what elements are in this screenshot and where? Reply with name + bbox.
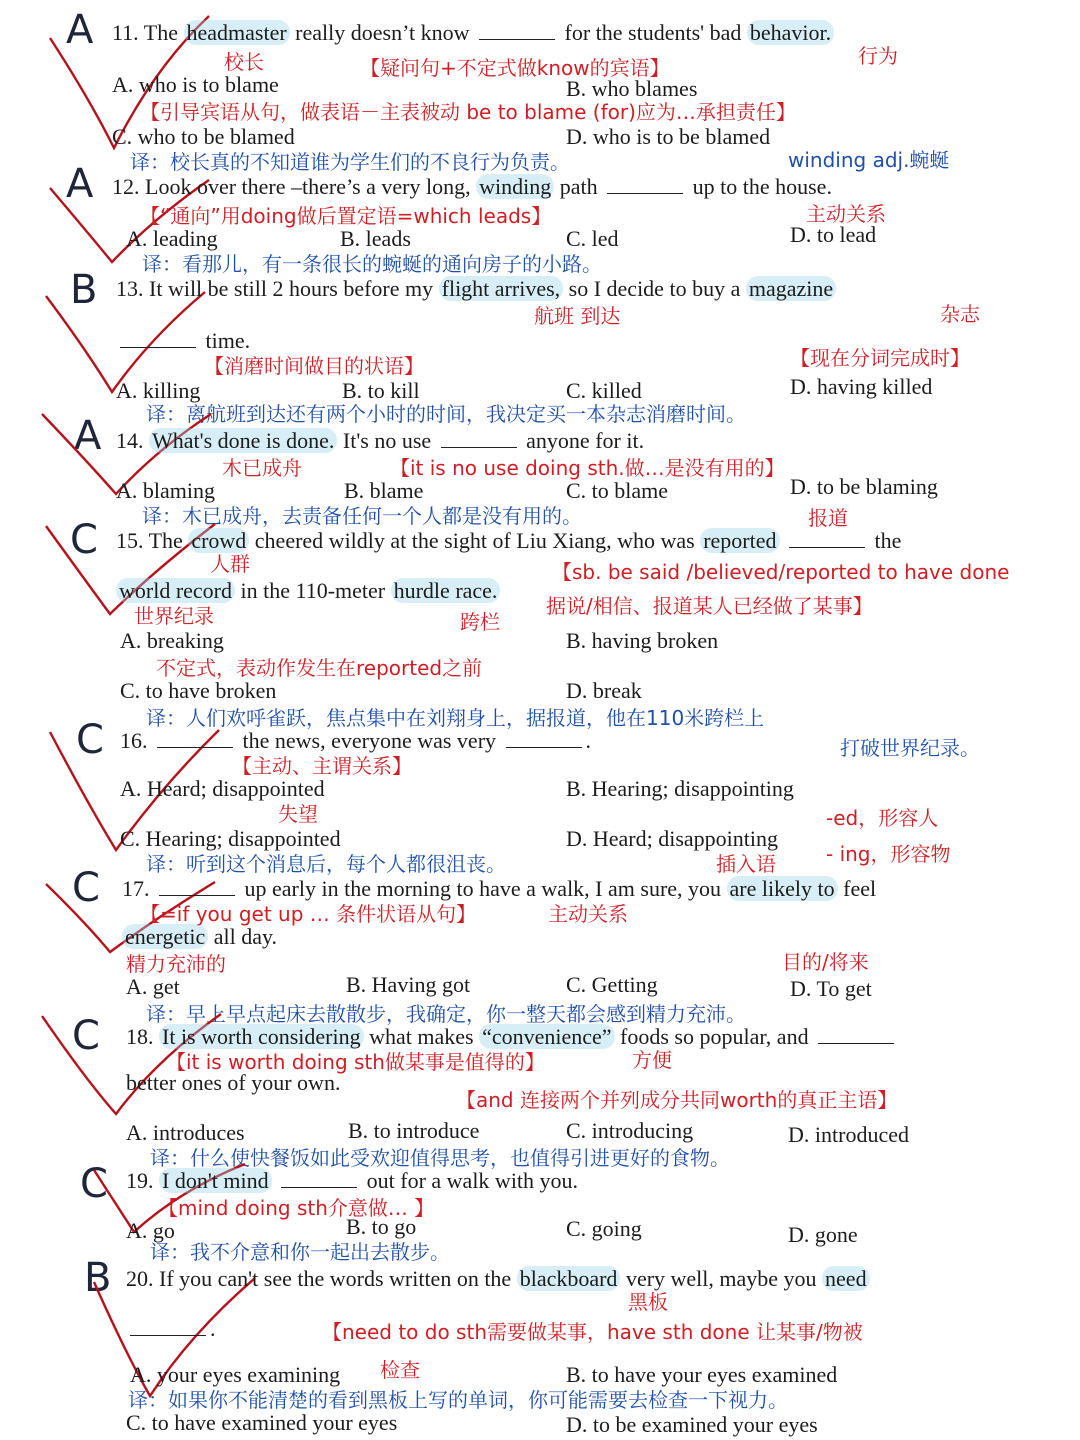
vocab-note: 行为 xyxy=(858,44,898,68)
grammar-note: 【消磨时间做目的状语】 xyxy=(204,354,424,378)
question-text: path xyxy=(554,174,604,199)
translation-note: 译：离航班到达还有两个小时的时间，我决定买一本杂志消磨时间。 xyxy=(146,402,746,426)
question-text xyxy=(272,1168,278,1193)
vocab-note: 检查 xyxy=(380,1358,420,1382)
highlighted-word: are likely to xyxy=(727,876,838,901)
question-text: up early in the morning to have a walk, I am sure, you xyxy=(239,876,727,901)
grammar-note: 【sb. be said /believed/reported to have done xyxy=(552,560,1010,584)
highlighted-word: winding xyxy=(476,174,554,199)
question-text: better ones of your own. xyxy=(126,1070,341,1095)
question-text: foods so popular, and xyxy=(614,1024,815,1049)
answer-blank xyxy=(789,529,865,548)
question-text: cheered wildly at the sight of Liu Xiang, who was xyxy=(249,528,701,553)
question-text: 18. xyxy=(126,1024,159,1049)
highlighted-word: headmaster xyxy=(184,20,290,45)
question-text xyxy=(780,528,786,553)
option-a[interactable]: A. blaming xyxy=(116,478,215,503)
option-a[interactable]: A. Heard; disappointed xyxy=(120,776,325,801)
question-text: 19. xyxy=(126,1168,159,1193)
option-c[interactable]: C. Getting xyxy=(566,972,658,997)
answer-blank xyxy=(818,1025,894,1044)
option-c[interactable]: C. introducing xyxy=(566,1118,694,1143)
question-line xyxy=(126,1024,898,1050)
answer-blank xyxy=(506,729,582,748)
question-line xyxy=(112,20,834,46)
grammar-note: 【“通向”用doing做后置定语=which leads】 xyxy=(140,204,552,228)
vocab-note: 跨栏 xyxy=(460,610,500,634)
highlighted-word: hurdle race. xyxy=(391,578,501,603)
option-b[interactable]: B. blame xyxy=(344,478,424,503)
question-line xyxy=(112,174,832,200)
option-a[interactable]: A. who is to blame xyxy=(112,72,279,97)
option-b[interactable]: B. to have your eyes examined xyxy=(566,1362,838,1387)
question-line xyxy=(126,1316,216,1342)
answer-letter: A xyxy=(66,7,94,53)
option-d[interactable]: D. To get xyxy=(790,976,872,1001)
vocab-note: 报道 xyxy=(808,506,848,530)
question-text: anyone for it. xyxy=(520,428,645,453)
option-d[interactable]: D. to be examined your eyes xyxy=(566,1412,818,1437)
answer-letter: C xyxy=(72,865,100,911)
option-d[interactable]: D. introduced xyxy=(788,1122,909,1147)
highlighted-word: “convenience” xyxy=(479,1024,614,1049)
question-text: . xyxy=(210,1316,216,1341)
option-c[interactable]: C. going xyxy=(566,1216,642,1241)
vocab-note: 杂志 xyxy=(940,302,980,326)
question-text: really doesn’t know xyxy=(289,20,476,45)
question-text: time. xyxy=(200,328,251,353)
option-d[interactable]: D. to be blaming xyxy=(790,474,938,499)
answer-letter: B xyxy=(70,267,98,313)
option-b[interactable]: B. to introduce xyxy=(348,1118,480,1143)
grammar-note: 【mind doing sth介意做… 】 xyxy=(158,1196,435,1220)
answer-letter: B xyxy=(84,1255,112,1301)
answer-letter: C xyxy=(70,517,98,563)
highlighted-word: blackboard xyxy=(517,1266,621,1291)
highlighted-word: reported xyxy=(700,528,779,553)
question-text: . xyxy=(585,728,592,753)
question-text: 14. xyxy=(116,428,149,453)
highlighted-word: crowd xyxy=(188,528,249,553)
vocab-note: 精力充沛的 xyxy=(126,952,226,976)
option-c[interactable]: C. killed xyxy=(566,378,642,403)
translation-note: 译：校长真的不知道谁为学生们的不良行为负责。 xyxy=(130,150,570,174)
question-text: so I decide to buy a xyxy=(563,276,746,301)
highlighted-word: magazine xyxy=(746,276,836,301)
question-line xyxy=(126,1266,870,1292)
option-d[interactable]: D. having killed xyxy=(790,374,933,399)
question-text: 15. The xyxy=(116,528,189,553)
question-text: very well, maybe you xyxy=(620,1266,823,1291)
vocab-note: 黑板 xyxy=(628,1290,668,1314)
answer-blank xyxy=(120,329,196,348)
answer-blank xyxy=(157,729,233,748)
question-line xyxy=(122,924,277,950)
grammar-note: 不定式，表动作发生在reported之前 xyxy=(156,656,483,680)
option-b[interactable]: B. having broken xyxy=(566,628,719,653)
vocab-note: - ing，形容物 xyxy=(826,842,951,866)
translation-note: 译：木已成舟，去责备任何一个人都是没有用的。 xyxy=(142,504,582,528)
vocab-note: 目的/将来 xyxy=(782,950,869,974)
answer-blank xyxy=(281,1169,357,1188)
grammar-note: 【=if you get up … 条件状语从句】 xyxy=(140,902,477,926)
question-line xyxy=(120,728,591,754)
question-text: up to the house. xyxy=(687,174,832,199)
highlighted-word: behavior. xyxy=(747,20,834,45)
vocab-note: -ed，形容人 xyxy=(826,806,939,830)
option-c[interactable]: C. to have broken xyxy=(120,678,277,703)
option-c[interactable]: C. led xyxy=(566,226,619,251)
option-a[interactable]: A. leading xyxy=(126,226,218,251)
highlighted-word: What's done is done. xyxy=(149,428,337,453)
vocab-note: 航班 到达 xyxy=(534,304,621,328)
grammar-note: 【引导宾语从句，做表语－主表被动 be to blame (for)应为…承担责任】 xyxy=(140,100,796,124)
question-text: in the 110-meter xyxy=(235,578,391,603)
question-text: 17. xyxy=(122,876,155,901)
option-b[interactable]: B. Having got xyxy=(346,972,471,997)
translation-note: 译：人们欢呼雀跃，焦点集中在刘翔身上，据报道，他在110米跨栏上 xyxy=(146,706,765,730)
question-text: feel xyxy=(837,876,877,901)
question-text: for the students' bad xyxy=(559,20,747,45)
question-text: the news, everyone was very xyxy=(237,728,502,753)
translation-note: 译：早上早点起床去散散步，我确定，你一整天都会感到精力充沛。 xyxy=(146,1002,746,1026)
question-text: the xyxy=(869,528,902,553)
question-text: It's no use xyxy=(337,428,437,453)
grammar-note: 【疑问句+不定式做know的宾语】 xyxy=(360,56,670,80)
highlighted-word: energetic xyxy=(122,924,208,949)
option-c[interactable]: C. to have examined your eyes xyxy=(126,1410,398,1435)
vocab-note: 主动关系 xyxy=(806,202,886,226)
question-text: all day. xyxy=(208,924,278,949)
vocab-note: 主动关系 xyxy=(548,902,628,926)
option-a[interactable]: A. your eyes examining xyxy=(130,1362,341,1387)
highlighted-word: I don't mind xyxy=(159,1168,272,1193)
answer-letter: A xyxy=(74,413,102,459)
option-c[interactable]: C. Hearing; disappointed xyxy=(120,826,341,851)
option-b[interactable]: B. leads xyxy=(340,226,411,251)
grammar-note: 【and 连接两个并列成分共同worth的真正主语】 xyxy=(456,1088,898,1112)
vocab-note: 方便 xyxy=(632,1048,672,1072)
option-b[interactable]: B. who blames xyxy=(566,76,698,101)
option-d[interactable]: D. who is to be blamed xyxy=(566,124,771,149)
option-a[interactable]: A. breaking xyxy=(120,628,224,653)
question-line xyxy=(116,428,644,454)
translation-note: 译：如果你不能清楚的看到黑板上写的单词，你可能需要去检查一下视力。 xyxy=(128,1388,788,1412)
option-a[interactable]: A. killing xyxy=(116,378,201,403)
highlighted-word: flight arrives, xyxy=(439,276,564,301)
question-text: 12. Look over there –there’s a very long, xyxy=(112,174,477,199)
highlighted-word: It is worth considering xyxy=(159,1024,364,1049)
vocab-note: 世界纪录 xyxy=(134,604,214,628)
question-text: 13. It will be still 2 hours before my xyxy=(116,276,439,301)
grammar-note: 【主动、主谓关系】 xyxy=(232,754,412,778)
question-text: what makes xyxy=(363,1024,480,1049)
question-line xyxy=(126,1070,340,1096)
answer-blank xyxy=(159,877,235,896)
translation-note: 译：听到这个消息后，每个人都很沮丧。 xyxy=(146,852,506,876)
option-a[interactable]: A. go xyxy=(126,1218,175,1243)
option-b[interactable]: B. to go xyxy=(346,1214,417,1239)
answer-blank xyxy=(441,429,517,448)
question-text: 11. The xyxy=(112,20,184,45)
translation-note: 打破世界纪录。 xyxy=(840,736,980,760)
vocab-note: 人群 xyxy=(210,552,250,576)
answer-letter: C xyxy=(72,1013,100,1059)
answer-blank xyxy=(479,21,555,40)
highlighted-word: need xyxy=(822,1266,870,1291)
answer-blank xyxy=(130,1317,206,1336)
question-text: 20. If you can't see the words written on the xyxy=(126,1266,517,1291)
vocab-note: 失望 xyxy=(278,802,318,826)
question-line xyxy=(122,876,876,902)
vocab-note: winding adj.蜿蜒 xyxy=(788,148,950,172)
question-text: out for a walk with you. xyxy=(361,1168,579,1193)
option-d[interactable]: D. break xyxy=(566,678,642,703)
vocab-note: 木已成舟 xyxy=(222,456,302,480)
option-a[interactable]: A. introduces xyxy=(126,1120,245,1145)
option-c[interactable]: C. who to be blamed xyxy=(112,124,295,149)
answer-letter: C xyxy=(76,717,104,763)
option-d[interactable]: D. gone xyxy=(788,1222,858,1247)
answer-letter: A xyxy=(66,161,94,207)
question-line xyxy=(116,276,836,302)
grammar-note: 【it is worth doing sth做某事是值得的】 xyxy=(166,1050,545,1074)
grammar-note: 【现在分词完成时】 xyxy=(790,346,970,370)
vocab-note: 校长 xyxy=(224,50,264,74)
option-d[interactable]: D. to lead xyxy=(790,222,877,247)
highlighted-word: world record xyxy=(116,578,235,603)
question-line xyxy=(126,1168,578,1194)
translation-note: 译：我不介意和你一起出去散步。 xyxy=(150,1240,450,1264)
question-text: 16. xyxy=(120,728,153,753)
translation-note: 译：什么使快餐饭如此受欢迎值得思考，也值得引进更好的食物。 xyxy=(150,1146,730,1170)
answer-blank xyxy=(607,175,683,194)
grammar-note: 据说/相信、报道某人已经做了某事】 xyxy=(546,594,873,618)
option-d[interactable]: D. Heard; disappointing xyxy=(566,826,779,851)
option-b[interactable]: B. Hearing; disappointing xyxy=(566,776,794,801)
option-b[interactable]: B. to kill xyxy=(342,378,420,403)
answer-letter: C xyxy=(80,1161,108,1207)
question-line xyxy=(116,328,250,354)
grammar-note: 【it is no use doing sth.做…是没有用的】 xyxy=(390,456,785,480)
option-c[interactable]: C. to blame xyxy=(566,478,669,503)
translation-note: 译：看那儿，有一条很长的蜿蜒的通向房子的小路。 xyxy=(142,252,602,276)
option-a[interactable]: A. get xyxy=(126,974,180,999)
grammar-note: 【need to do sth需要做某事，have sth done 让某事/物被 xyxy=(322,1320,863,1344)
question-line xyxy=(116,528,901,554)
question-line xyxy=(116,578,500,604)
vocab-note: 插入语 xyxy=(716,852,776,876)
